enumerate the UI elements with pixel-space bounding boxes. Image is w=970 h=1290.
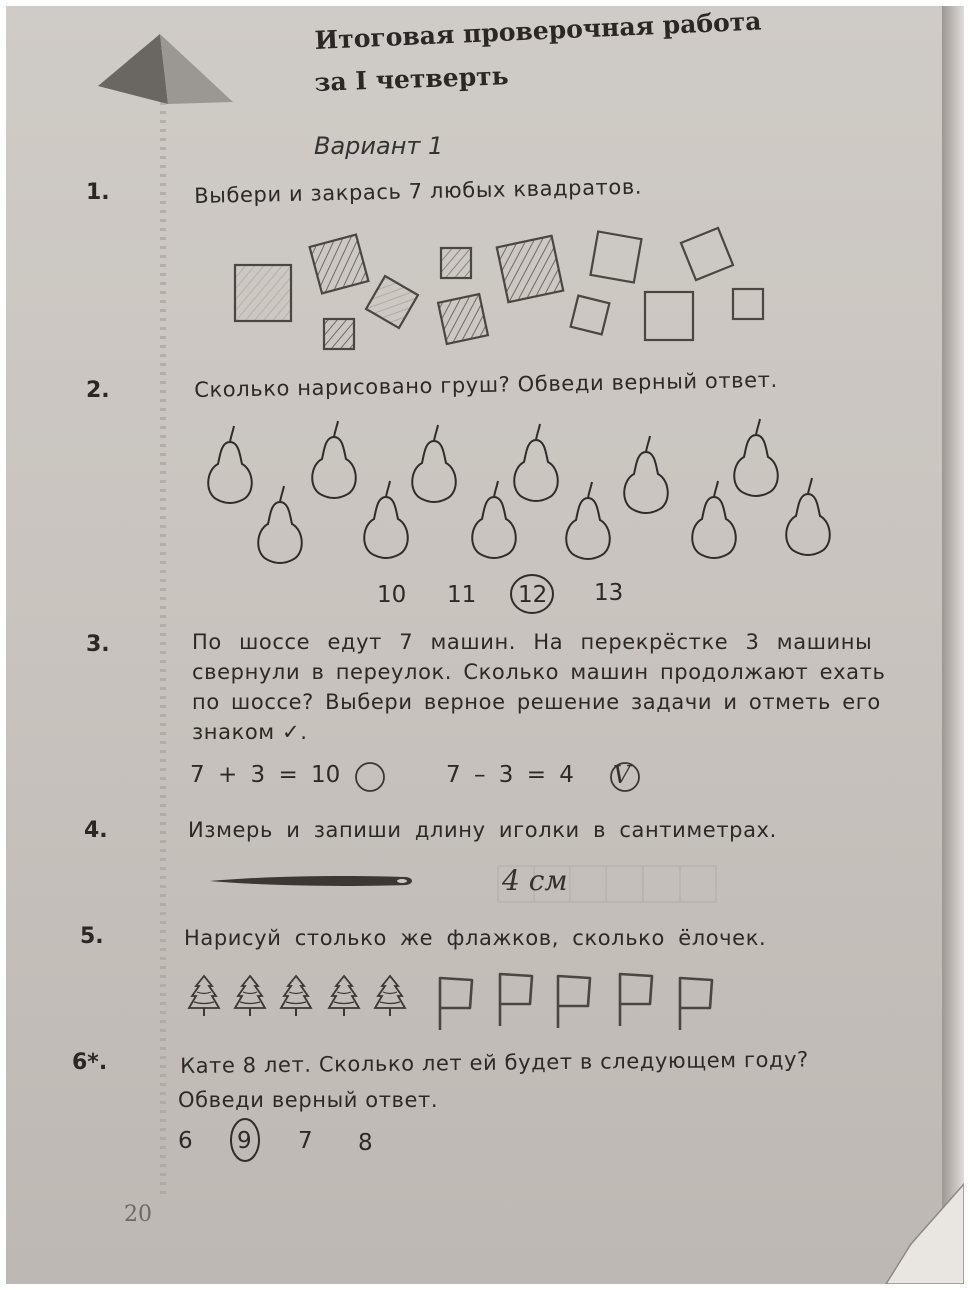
task-6-option-9: 9 (237, 1128, 252, 1154)
variant-label: Вариант 1 (314, 132, 444, 160)
task-1-text: Выбери и закрась 7 любых квадратов. (194, 174, 643, 208)
task-3-equation-1: 7 + 3 = 10 (190, 762, 341, 788)
task-6-line-2: Обведи верный ответ. (178, 1088, 439, 1112)
task-4-text: Измерь и запиши длину иголки в сантиметрах. (188, 818, 777, 842)
task-2-option-11: 11 (447, 582, 477, 608)
page-number: 20 (124, 1202, 152, 1227)
task-1-number: 1. (86, 180, 110, 205)
task-3-check-mark: V (613, 761, 631, 789)
task-2-number: 2. (86, 378, 110, 403)
workbook-page (6, 6, 964, 1284)
task-6-option-6: 6 (178, 1128, 193, 1154)
task-5-number: 5. (80, 924, 104, 949)
task-3-equation-2: 7 – 3 = 4 (446, 762, 574, 788)
task-6-option-8: 8 (358, 1130, 373, 1156)
task-4-number: 4. (84, 818, 108, 843)
paper-corner-fold (6, 6, 964, 1284)
task-3-line-1: По шоссе едут 7 машин. На перекрёстке 3 машины (192, 630, 873, 654)
task-3-line-3: по шоссе? Выбери верное решение задачи и отметь его (192, 690, 881, 714)
task-6-option-7: 7 (298, 1128, 313, 1154)
task-6-number: 6*. (72, 1050, 108, 1075)
task-2-option-12: 12 (518, 582, 548, 608)
page-title-line1: Итоговая проверочная работа (314, 6, 762, 55)
task-3-line-4: знаком ✓. (192, 720, 308, 744)
task-5-text: Нарисуй столько же флажков, сколько ёлочек. (184, 926, 767, 950)
task-4-handwritten-answer: 4 см (502, 864, 568, 897)
task-2-text: Сколько нарисовано груш? Обведи верный ответ. (194, 367, 779, 402)
task-2-option-13: 13 (594, 580, 624, 606)
page-title-line2: за I четверть (314, 61, 510, 97)
task-2-option-10: 10 (377, 582, 407, 608)
task-3-line-2: свернули в переулок. Сколько машин продолжают ехать (192, 660, 886, 684)
task-6-line-1: Кате 8 лет. Сколько лет ей будет в следующем году? (180, 1047, 809, 1078)
task-3-number: 3. (86, 632, 110, 657)
